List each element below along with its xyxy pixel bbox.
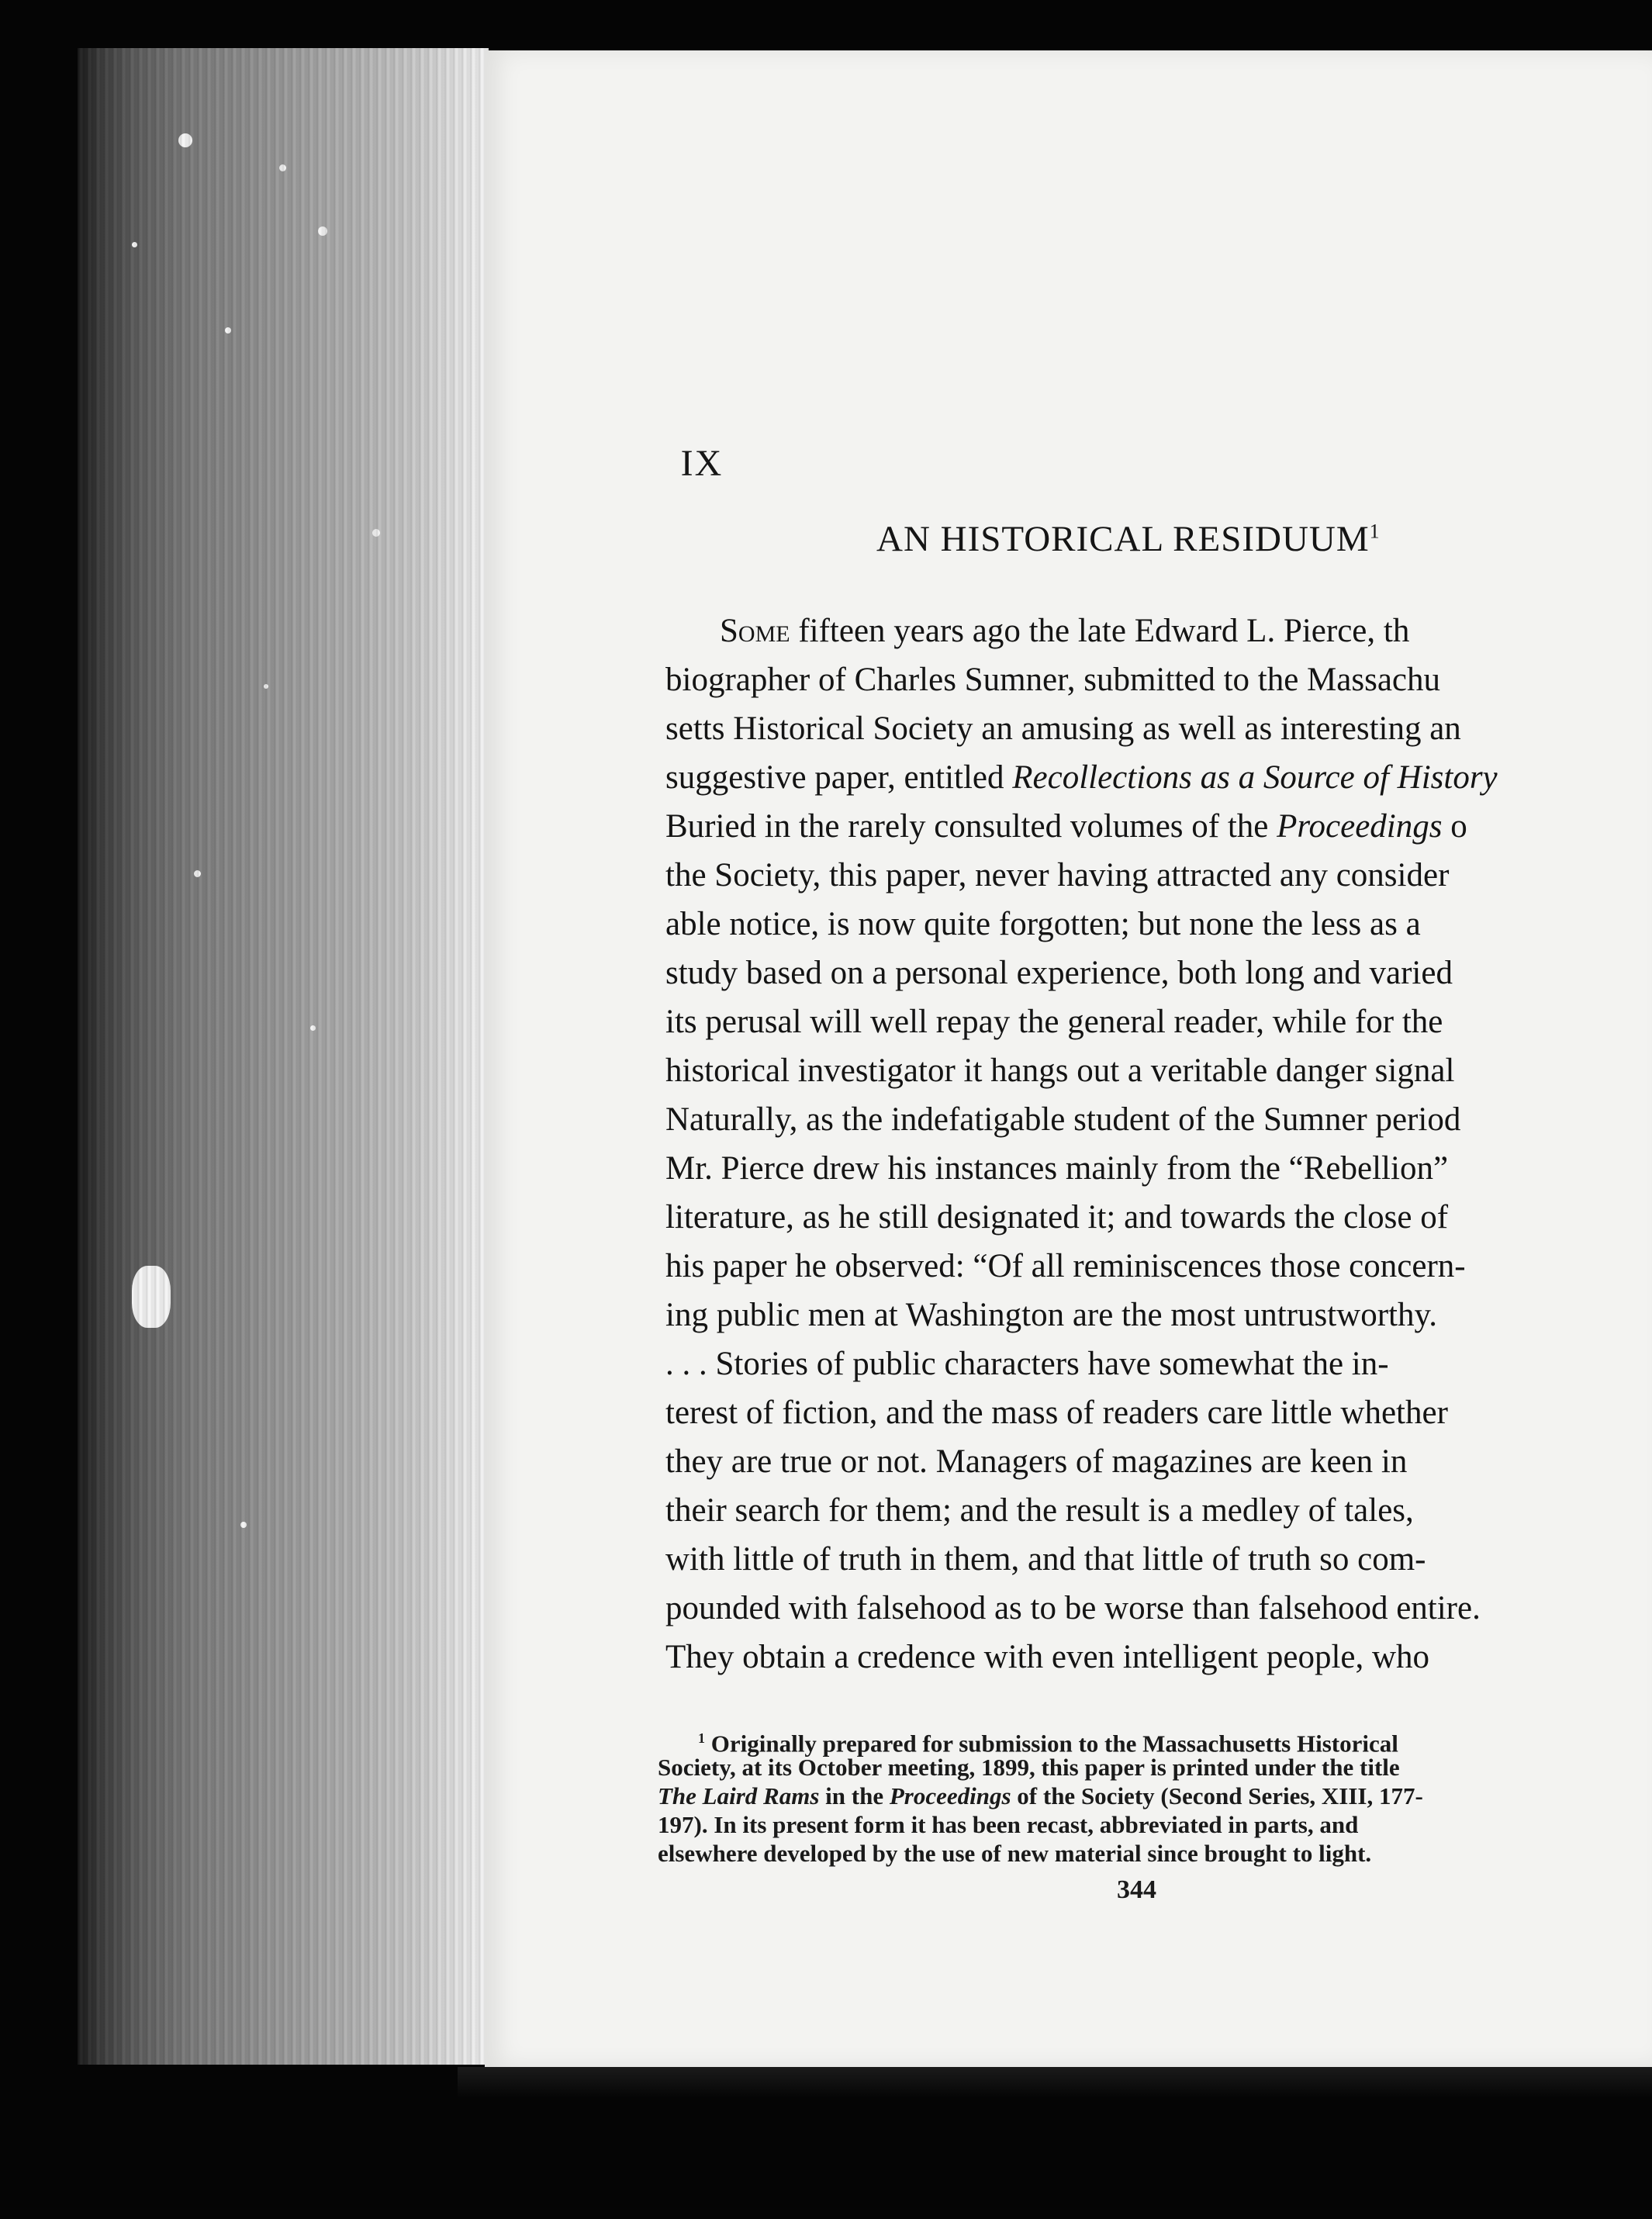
scan-speck (178, 133, 192, 147)
footnote-line: elsewhere developed by the use of new material since brought to light. (658, 1840, 1372, 1867)
page-number: 344 (1117, 1875, 1156, 1904)
italic-title: Recollections as a Source of History (1012, 759, 1498, 796)
body-line: they are true or not. Managers of magazines are keen in (665, 1443, 1408, 1480)
body-line: They obtain a credence with even intelligent people, who (665, 1639, 1430, 1675)
scan-speck (264, 684, 268, 689)
scan-speck (310, 1025, 316, 1031)
footnote-line (658, 1724, 1652, 1758)
footnote-marker: 1 (698, 1730, 705, 1746)
body-line: their search for them; and the result is a medley of tales, (665, 1492, 1414, 1529)
chapter-title-text: AN HISTORICAL RESIDUUM (876, 519, 1370, 559)
body-line: literature, as he still designated it; and towards the close of (665, 1199, 1449, 1236)
footnote-text: in the (819, 1782, 890, 1809)
body-line: its perusal will well repay the general reader, while for the (665, 1004, 1443, 1040)
body-text (665, 607, 1652, 1682)
footnote-line: 197). In its present form it has been recast, abbreviated in parts, and (658, 1811, 1359, 1838)
body-line: Mr. Pierce drew his instances mainly from the “Rebellion” (665, 1150, 1449, 1187)
body-line: ing public men at Washington are the most untrustworthy. (665, 1297, 1437, 1333)
scan-speck (132, 242, 137, 247)
body-line: biographer of Charles Sumner, submitted to the Massachu (665, 662, 1441, 698)
footnote-line: Society, at its October meeting, 1899, this paper is printed under the title (658, 1754, 1400, 1781)
italic-title: Proceedings (889, 1782, 1011, 1809)
footnote-marker: 1 (1369, 520, 1381, 543)
body-line-text: Buried in the rarely consulted volumes of the (665, 808, 1277, 845)
body-line: study based on a personal experience, both long and varied (665, 955, 1453, 991)
body-line: Naturally, as the indefatigable student of the Sumner period (665, 1101, 1461, 1138)
body-line: setts Historical Society an amusing as well as interesting an (665, 710, 1461, 747)
scan-speck (240, 1522, 247, 1528)
body-line: . . . Stories of public characters have somewhat the in- (665, 1346, 1389, 1382)
italic-title: The Laird Rams (658, 1782, 820, 1809)
body-line: terest of fiction, and the mass of readers care little whether (665, 1395, 1448, 1431)
body-line (665, 753, 1652, 802)
scan-speck (279, 164, 286, 171)
scan-speck (372, 529, 380, 537)
body-line: historical investigator it hangs out a veritable danger signal (665, 1052, 1455, 1089)
body-line: the Society, this paper, never having attracted any consider (665, 857, 1450, 893)
body-line (665, 802, 1652, 851)
body-line-text: fifteen years ago the late Edward L. Pierce, th (790, 613, 1410, 649)
chapter-title (876, 518, 1381, 560)
body-line-text: o (1442, 808, 1467, 845)
body-line-text: suggestive paper, entitled (665, 759, 1013, 796)
body-line: with little of truth in them, and that little of truth so com- (665, 1541, 1426, 1578)
body-line: his paper he observed: “Of all reminiscences those concern- (665, 1248, 1466, 1284)
scan-speck (194, 870, 201, 877)
bottom-edge (458, 2067, 1652, 2098)
body-line (665, 607, 1652, 655)
scan-speck (132, 1266, 171, 1328)
footnote-line (658, 1782, 1652, 1810)
body-line: able notice, is now quite forgotten; but none the less as a (665, 906, 1421, 942)
chapter-number: IX (680, 443, 724, 484)
scan-speck (318, 226, 327, 236)
drop-word: Some (720, 613, 790, 649)
italic-title: Proceedings (1277, 808, 1443, 845)
body-line: pounded with falsehood as to be worse than falsehood entire. (665, 1590, 1481, 1626)
footnote-text: of the Society (Second Series, XIII, 177- (1011, 1782, 1423, 1809)
footnote-text: Originally prepared for submission to the Massachusetts Historical (705, 1730, 1398, 1758)
footnote (658, 1724, 1652, 1868)
scan-speck (225, 327, 231, 334)
book-edge (78, 48, 489, 2065)
